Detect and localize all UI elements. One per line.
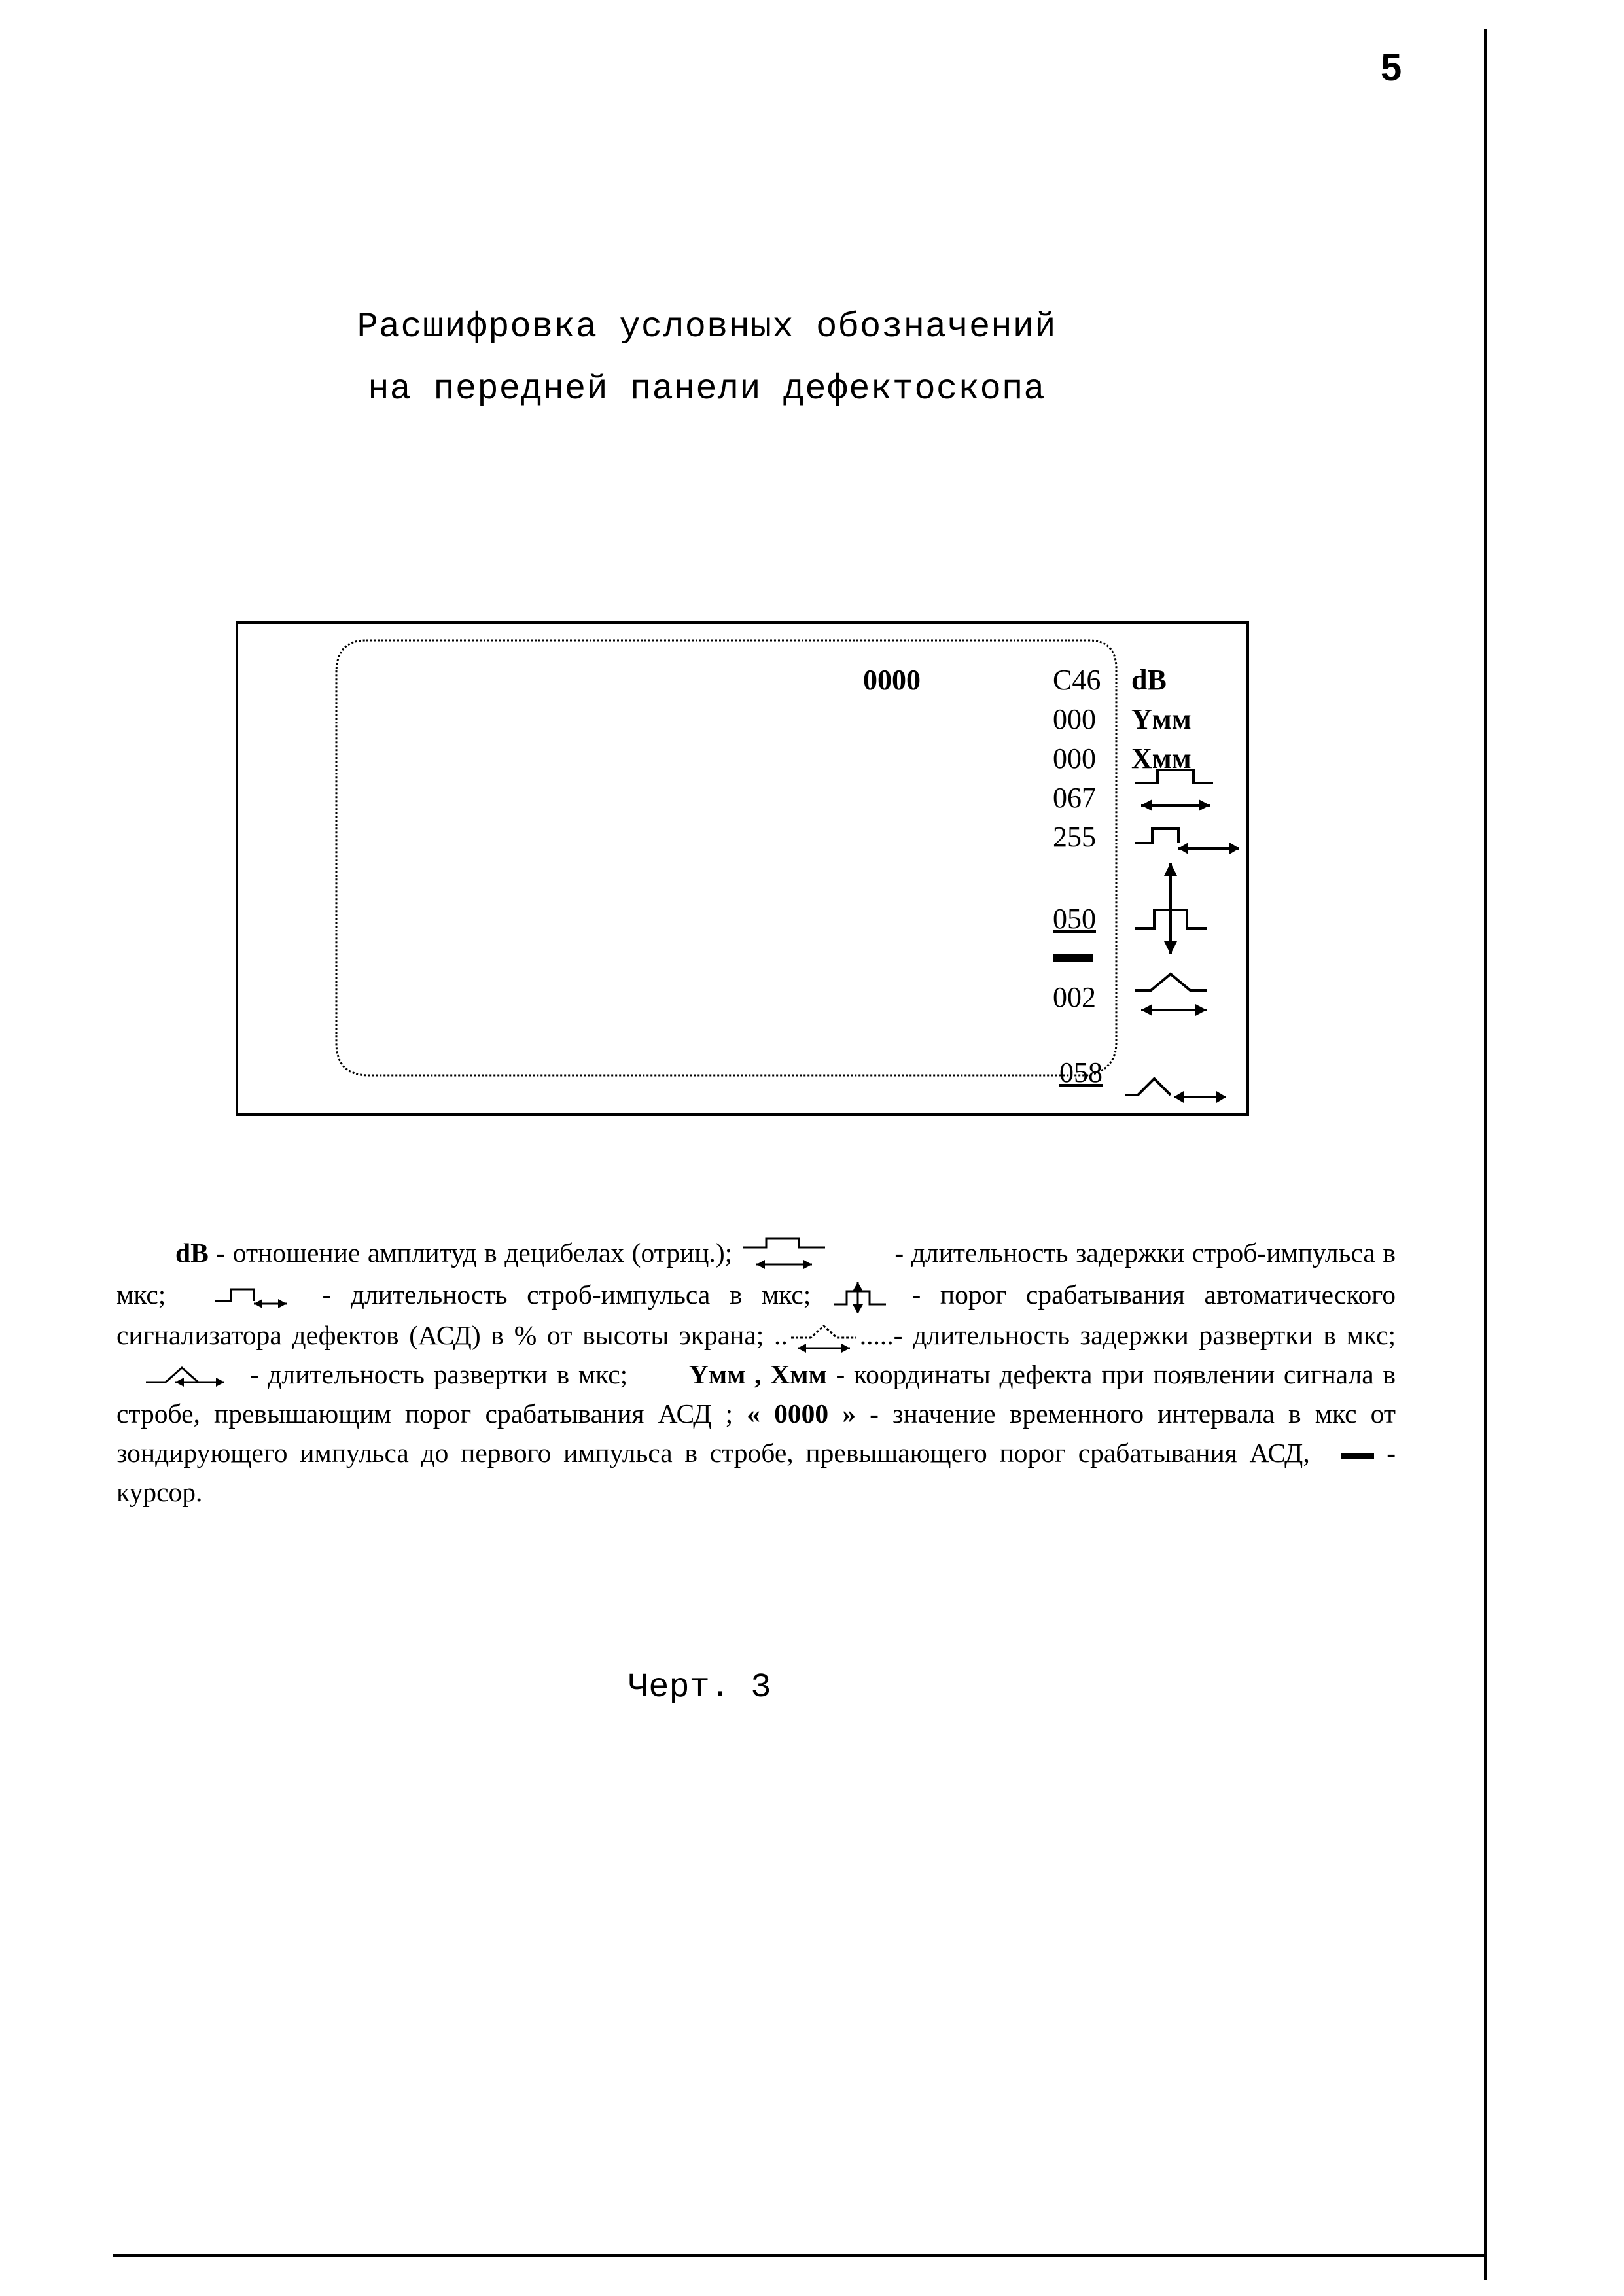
screen-outline [238,624,1252,1119]
db-label: dB [1131,664,1167,696]
strobe-delay-description: - длительность задержки строб-импульса в мкс; [116,1238,1396,1310]
panel-symbols [1125,765,1246,1111]
strobe-width-description: - длительность строб-импульса в мкс; [322,1279,811,1310]
title-line-2: на передней панели дефектоскопа [368,370,1046,409]
title-line-1: Расшифровка условных обозначений [357,307,1057,347]
sweep-width-description: - длительность развертки в мкс; [249,1359,628,1390]
legend-paragraph: dB - отношение амплитуд в децибелах (отриц.); - длительность задержки строб-импульса в мкс; - длительность строб-импульса в мкс; - порог срабатывания автоматического сигнализатора дефектов (АСД) в % от высоты экрана; .. .....- длительность задержки развертки в мкс; - длительность развертки в мкс; Yмм , Xмм - координаты дефекта при появлении сигнала в стробе, превышающим порог срабатывания АСД ; « 0000 » - значение временного интервала в мкс от зондирующего импульса до первого импульса в стробе, превышающего порог срабатывания АСД, - курсор. [116,1233,1396,1512]
strobe-delay-icon [740,1236,828,1275]
front-panel-diagram [236,621,1249,1116]
sweep-delay-icon [788,1322,860,1355]
cursor-icon [1341,1453,1374,1459]
cursor-description: - курсор. [116,1438,1396,1508]
y-label: Yмм [1131,703,1192,735]
interval-description: - значение временного интервала в мкс от зондирующего импульса до первого импульса в стробе, превышающего порог срабатывания АСД, [116,1399,1396,1469]
strobe-delay-value: 067 [1053,782,1096,814]
y-value: 000 [1053,703,1096,735]
threshold-value: 050 [1053,903,1096,935]
threshold-description: - порог срабатывания автоматического сигнализатора дефектов (АСД) в % от высоты экрана; [116,1279,1396,1351]
threshold-icon [830,1279,892,1315]
figure-caption: Черт. 3 [628,1668,771,1707]
interval-quote: « 0000 » [747,1399,856,1429]
sweep-delay-value: 002 [1053,981,1096,1013]
page-number: 5 [1381,46,1402,89]
cursor-mark [1053,954,1093,962]
gain-value: C46 [1053,664,1101,696]
strobe-width-value: 255 [1053,821,1096,853]
sweep-width-icon [143,1363,228,1392]
db-description: - отношение амплитуд в децибелах (отриц.); [208,1238,733,1268]
sweep-delay-description: - длительность задержки развертки в мкс; [893,1320,1396,1351]
coords-term: Yмм , Xмм [688,1359,827,1390]
x-label: Xмм [1131,742,1192,774]
x-value: 000 [1053,742,1096,774]
right-border-line [1484,29,1487,2280]
interval-value: 0000 [863,664,921,696]
sweep-width-value: 058 [1059,1056,1103,1088]
bottom-border-line [113,2254,1487,2257]
coords-description: - координаты дефекта при появлении сигнала в стробе, превышающим порог срабатывания АСД ; [116,1359,1396,1429]
db-term: dB [175,1238,209,1268]
strobe-width-icon [211,1281,290,1314]
